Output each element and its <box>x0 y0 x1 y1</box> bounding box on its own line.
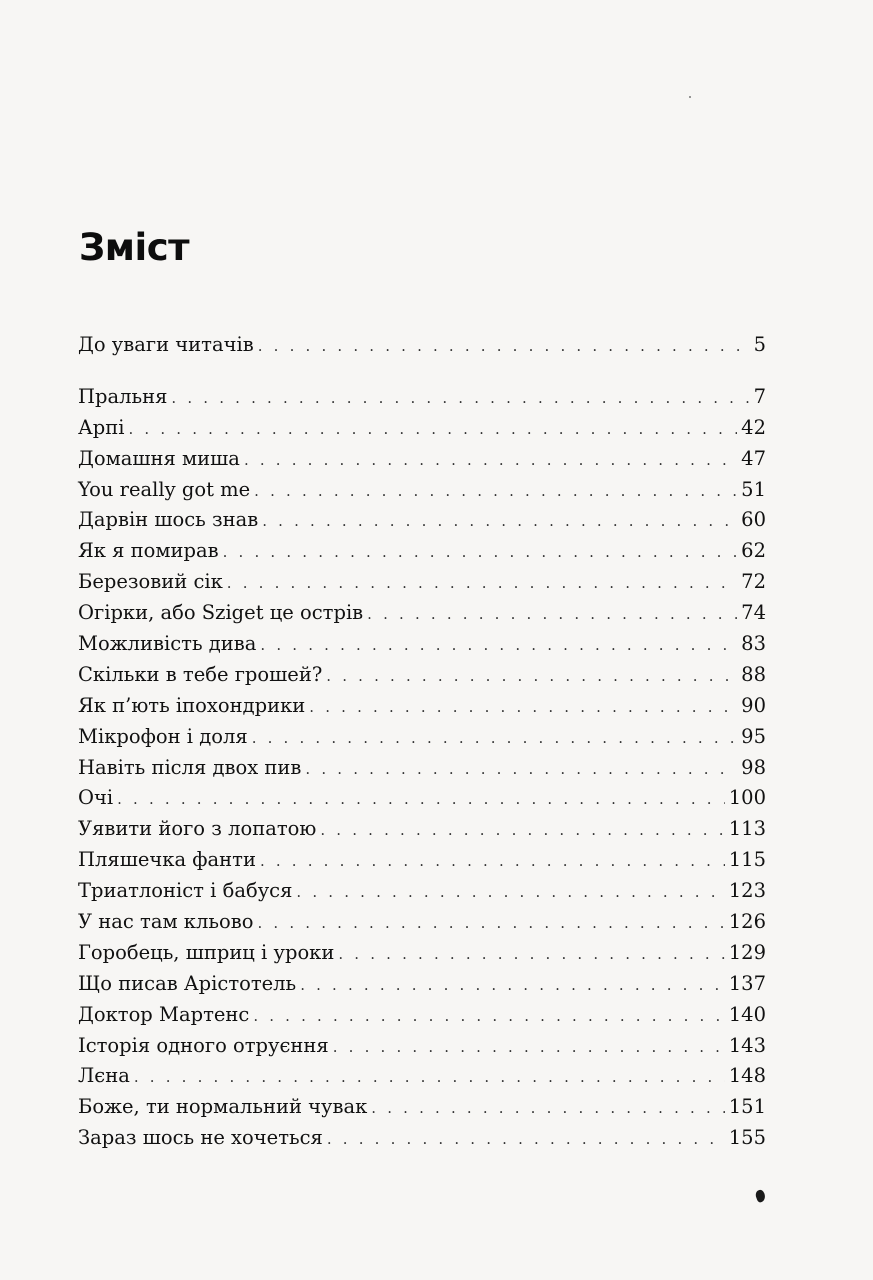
toc-entry-title: Пляшечка фанти <box>78 848 256 872</box>
toc-entry-page: 98 <box>741 755 766 779</box>
toc-entry <box>78 1061 766 1092</box>
toc-entry <box>78 1000 766 1031</box>
toc-entry-title: Історія одного отруєння <box>78 1033 329 1057</box>
toc-entry <box>78 382 766 413</box>
toc-entry-title: Скільки в тебе грошей? <box>78 662 323 686</box>
dot-leader <box>252 723 737 753</box>
toc-entry-page: 137 <box>728 971 766 995</box>
toc-entry-page: 72 <box>741 570 766 594</box>
dot-leader <box>320 815 724 845</box>
toc-entry-title: Пральня <box>78 384 168 408</box>
toc-entry <box>78 907 766 938</box>
dot-leader <box>367 599 737 629</box>
paper-speck <box>689 96 691 98</box>
toc-entry <box>78 722 766 753</box>
toc-entry-title: You really got me <box>78 477 251 501</box>
dot-leader <box>260 630 737 660</box>
toc-entry-page: 148 <box>728 1064 766 1088</box>
toc-entry-page: 140 <box>728 1002 766 1026</box>
dot-leader <box>333 1032 725 1062</box>
toc-entry-page: 155 <box>728 1126 766 1150</box>
dot-leader <box>227 568 737 598</box>
toc-entry-page: 51 <box>741 477 766 501</box>
toc-entry-title: Навіть після двох пив <box>78 755 302 779</box>
toc-entry <box>78 413 766 444</box>
toc-entry-page: 5 <box>753 333 766 356</box>
toc-entry <box>78 969 766 1000</box>
toc-entry <box>78 505 766 536</box>
toc-entry-title: Домашня миша <box>78 446 240 470</box>
toc-entry-page: 151 <box>728 1095 766 1119</box>
toc-entry <box>78 660 766 691</box>
toc-entry-title: Горобець, шприц і уроки <box>78 940 335 964</box>
toc-entry <box>78 1123 766 1154</box>
dot-leader <box>244 445 737 475</box>
dot-leader <box>326 661 737 691</box>
toc-entry-page: 123 <box>728 879 766 903</box>
toc-entry <box>78 567 766 598</box>
toc-entry <box>78 444 766 475</box>
dot-leader <box>223 537 738 567</box>
toc-entry-title: Зараз шось не хочеться <box>78 1126 323 1150</box>
toc-entry-title: Уявити його з лопатою <box>78 817 317 841</box>
toc-entry-title: Арпі <box>78 415 125 439</box>
toc-entry-page: 60 <box>741 508 766 532</box>
toc-entry-title: Можливість дива <box>78 632 257 656</box>
toc-entry-title: Доктор Мартенс <box>78 1002 250 1026</box>
dot-leader <box>305 754 737 784</box>
toc-entry-title: Дарвін шось знав <box>78 508 259 532</box>
dot-leader <box>371 1093 724 1123</box>
dot-leader <box>258 331 750 361</box>
toc-entry <box>78 845 766 876</box>
toc-entry-title: Огірки, або Sziget це острів <box>78 601 364 625</box>
dot-leader <box>309 692 737 722</box>
toc-entry-title: Боже, ти нормальний чувак <box>78 1095 368 1119</box>
dot-leader <box>253 1001 724 1031</box>
toc-entry-title: До уваги читачів <box>78 333 254 356</box>
toc-entry-title: Березовий сік <box>78 570 223 594</box>
toc-entry-title: Як п’ють іпохондрики <box>78 693 306 717</box>
toc-entry-page: 129 <box>728 940 766 964</box>
toc-entry-page: 83 <box>741 632 766 656</box>
dot-leader <box>254 476 737 506</box>
toc-entry-title: Триатлоніст і бабуся <box>78 879 293 903</box>
toc-entry-page: 7 <box>753 384 766 408</box>
toc-entry-title: Очі <box>78 786 114 810</box>
dot-leader <box>117 784 725 814</box>
table-of-contents <box>78 330 766 1154</box>
toc-entry-page: 74 <box>741 601 766 625</box>
toc-entry <box>78 783 766 814</box>
toc-entry-page: 62 <box>741 539 766 563</box>
toc-entry-title: У нас там кльово <box>78 910 254 934</box>
dot-leader <box>171 383 749 413</box>
dot-leader <box>128 414 737 444</box>
toc-entry-page: 47 <box>741 446 766 470</box>
dot-leader <box>296 877 724 907</box>
toc-entry-page: 88 <box>741 662 766 686</box>
toc-entry <box>78 691 766 722</box>
toc-entry-title: Що писав Арістотель <box>78 971 297 995</box>
toc-entry <box>78 1031 766 1062</box>
dot-leader <box>338 939 724 969</box>
toc-entry <box>78 1092 766 1123</box>
dot-leader <box>327 1124 725 1154</box>
dot-leader <box>257 908 724 938</box>
dot-leader <box>134 1062 725 1092</box>
toc-entry <box>78 598 766 629</box>
toc-entry <box>78 814 766 845</box>
toc-entry <box>78 753 766 784</box>
ink-mark <box>754 1189 767 1203</box>
toc-entry-page: 143 <box>728 1033 766 1057</box>
dot-leader <box>300 970 725 1000</box>
toc-entry-page: 113 <box>728 817 766 841</box>
toc-entry <box>78 536 766 567</box>
toc-entry <box>78 938 766 969</box>
toc-entry-page: 95 <box>741 724 766 748</box>
toc-entry <box>78 475 766 506</box>
page-title: Зміст <box>79 226 190 269</box>
toc-entry-title: Мікрофон і доля <box>78 724 248 748</box>
toc-entry-page: 90 <box>741 693 766 717</box>
toc-entry <box>78 876 766 907</box>
toc-entry-title: Лєна <box>78 1064 130 1088</box>
toc-entry-page: 42 <box>741 415 766 439</box>
toc-entry <box>78 330 766 361</box>
dot-leader <box>262 506 737 536</box>
dot-leader <box>260 846 725 876</box>
toc-entry-title: Як я помирав <box>78 539 219 563</box>
toc-entry-page: 115 <box>728 848 766 872</box>
toc-entry <box>78 629 766 660</box>
toc-entry-page: 100 <box>728 786 766 810</box>
toc-entry-page: 126 <box>728 910 766 934</box>
